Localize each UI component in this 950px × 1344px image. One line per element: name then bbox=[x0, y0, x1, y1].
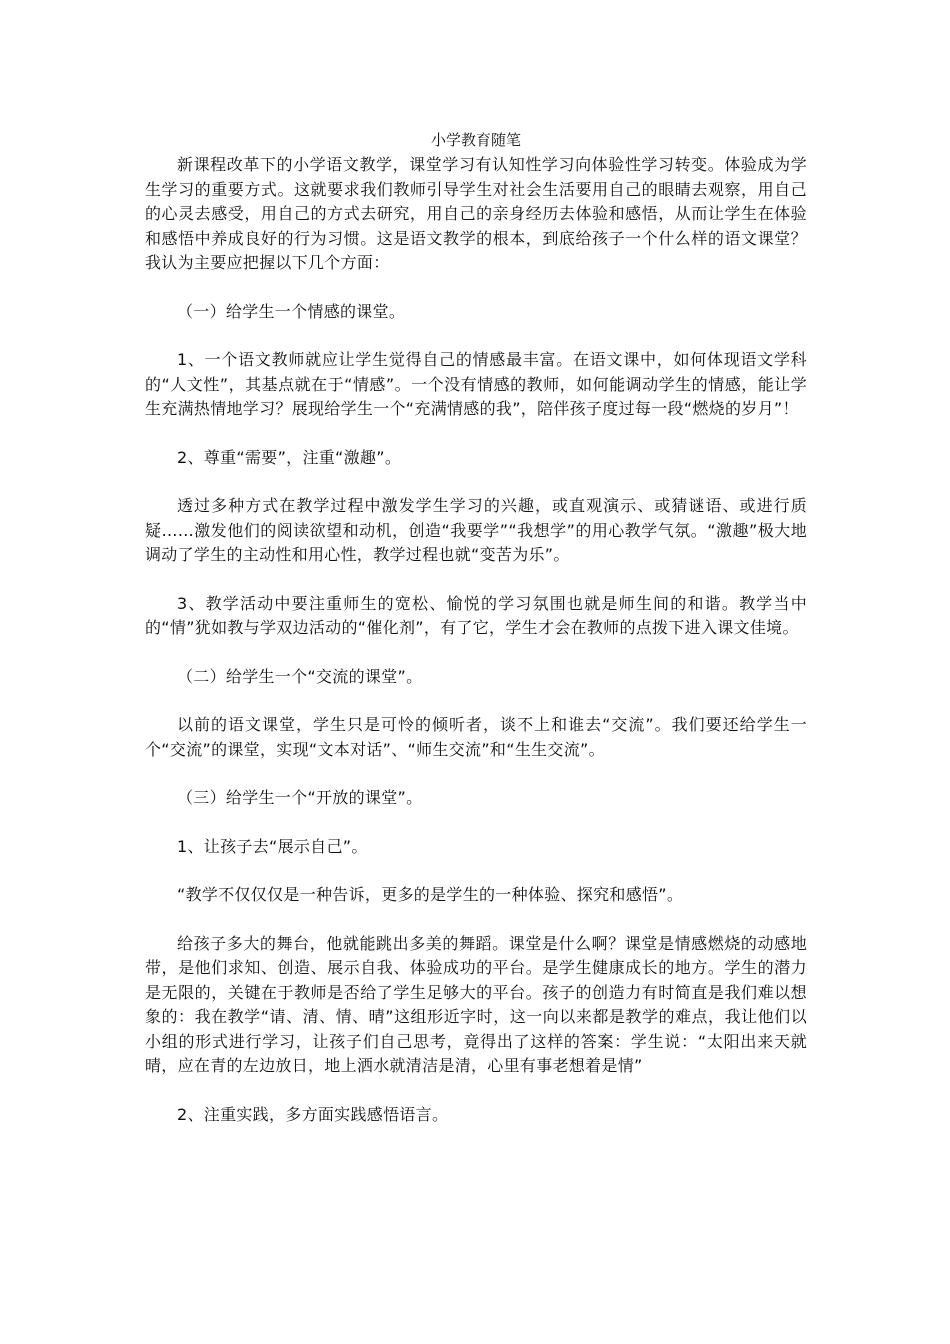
quote-paragraph: “教学不仅仅仅是一种告诉，更多的是学生的一种体验、探究和感悟”。 bbox=[177, 885, 684, 904]
paragraph-3-1-heading: 1、让孩子去“展示自己”。 bbox=[177, 836, 368, 856]
section-heading-3: （三）给学生一个“开放的课堂”。 bbox=[177, 788, 423, 807]
paragraph-1-1: 1、一个语文教师就应让学生觉得自己的情感最丰富。在语文课中，如何体现语文学科的“人文性”，其基点就在于“情感”。一个没有情感的教师，如何能调动学生的情感，能让学生充满热情地学习？展现给学生一个“充满情感的我”，陪伴孩子度过每一段“燃烧的岁月”！ bbox=[145, 350, 807, 418]
paragraph-1-3: 3、教学活动中要注重师生的宽松、愉悦的学习氛围也就是师生间的和谐。教学当中的“情”犹如教与学双边活动的“催化剂”，有了它，学生才会在教师的点拨下进入课文佳境。 bbox=[145, 593, 807, 637]
paragraph-3-2-heading: 2、注重实践，多方面实践感悟语言。 bbox=[177, 1104, 449, 1124]
document-title: 小学教育随笔 bbox=[430, 131, 521, 149]
section-heading-1: （一）给学生一个情感的课堂。 bbox=[177, 301, 406, 321]
intro-paragraph: 新课程改革下的小学语文教学，课堂学习有认知性学习向体验性学习转变。体验成为学生学习的重要方式。这就要求我们教师引导学生对社会生活要用自己的眼睛去观察，用自己的心灵去感受，用自己的方式去研究，用自己的亲身经历去体验和感悟，从而让学生在体验和感悟中养成良好的行为习惯。这是语文教学的根本，到底给孩子一个什么样的语文课堂？我认为主要应把握以下几个方面： bbox=[145, 155, 807, 272]
paragraph-3-1-body: 给孩子多大的舞台，他就能跳出多美的舞蹈。课堂是什么啊？课堂是情感燃烧的动感地带，是他们求知、创造、展示自我、体验成功的平台。是学生健康成长的地方。学生的潜力是无限的，关键在于教师是否给了学生足够大的平台。孩子的创造力有时简直是我们难以想象的：我在教学“请、清、情、晴”这组形近字时，这一向以来都是教学的难点，我让他们以小组的形式进行学习，让孩子们自己思考，竟得出了这样的答案：学生说：“太阳出来天就晴，应在青的左边放日，地上洒水就清洁是清，心里有事老想着是情” bbox=[145, 933, 807, 1075]
paragraph-2-body: 以前的语文课堂，学生只是可怜的倾听者，谈不上和谁去“交流”。我们要还给学生一个“交流”的课堂，实现“文本对话”、“师生交流”和“生生交流”。 bbox=[145, 715, 807, 759]
paragraph-1-2-body: 透过多种方式在教学过程中激发学生学习的兴趣，或直观演示、或猜谜语、或进行质疑……激发他们的阅读欲望和动机，创造“我要学”“我想学”的用心教学气氛。“激趣”极大地调动了学生的主动性和用心性，教学过程也就“变苦为乐”。 bbox=[145, 496, 807, 564]
section-heading-2: （二）给学生一个“交流的课堂”。 bbox=[177, 666, 423, 686]
document-body bbox=[145, 127, 807, 1127]
paragraph-1-2-heading: 2、尊重“需要”，注重“激趣”。 bbox=[177, 447, 402, 467]
